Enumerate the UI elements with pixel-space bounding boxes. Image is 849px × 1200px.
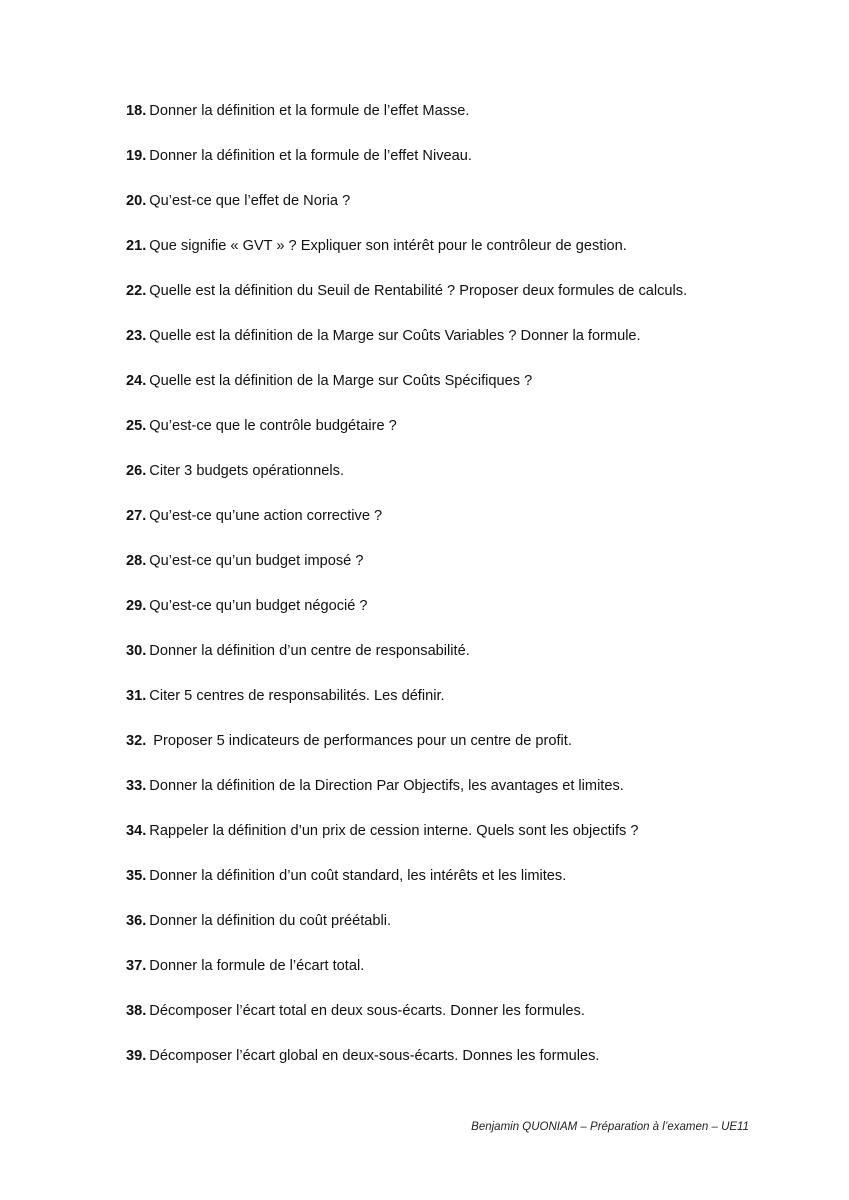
question-text: Donner la définition et la formule de l’effet Masse. — [149, 103, 470, 119]
question-item — [126, 684, 826, 729]
question-number: 38. — [126, 1003, 147, 1019]
question-text: Donner la définition de la Direction Par Objectifs, les avantages et limites. — [149, 778, 624, 794]
question-item — [126, 549, 826, 594]
question-item — [126, 324, 826, 369]
question-number: 37. — [126, 958, 147, 974]
question-number: 29. — [126, 598, 147, 614]
question-text: Qu’est-ce qu’une action corrective ? — [149, 508, 383, 524]
question-list — [126, 99, 826, 1089]
question-text: Décomposer l’écart global en deux-sous-écarts. Donnes les formules. — [149, 1048, 600, 1064]
question-item — [126, 774, 826, 819]
question-item — [126, 99, 826, 144]
question-number: 21. — [126, 238, 147, 254]
question-number: 35. — [126, 868, 147, 884]
question-text: Qu’est-ce qu’un budget négocié ? — [149, 598, 368, 614]
question-item — [126, 864, 826, 909]
question-number: 34. — [126, 823, 147, 839]
question-text: Donner la définition et la formule de l’effet Niveau. — [149, 148, 472, 164]
question-text: Qu’est-ce qu’un budget imposé ? — [149, 553, 364, 569]
question-number: 27. — [126, 508, 147, 524]
question-text: Citer 5 centres de responsabilités. Les définir. — [149, 688, 445, 704]
question-text: Quelle est la définition de la Marge sur Coûts Variables ? Donner la formule. — [149, 328, 641, 344]
question-item — [126, 594, 826, 639]
question-text: Quelle est la définition de la Marge sur Coûts Spécifiques ? — [149, 373, 533, 389]
question-number: 22. — [126, 283, 147, 299]
question-item — [126, 459, 826, 504]
question-number: 33. — [126, 778, 147, 794]
question-number: 24. — [126, 373, 147, 389]
question-text: Qu’est-ce que l’effet de Noria ? — [149, 193, 351, 209]
question-item — [126, 504, 826, 549]
question-text: Rappeler la définition d’un prix de cession interne. Quels sont les objectifs ? — [149, 823, 639, 839]
question-number: 36. — [126, 913, 147, 929]
question-item — [126, 729, 826, 774]
question-item — [126, 639, 826, 684]
question-text: Donner la définition d’un coût standard, les intérêts et les limites. — [149, 868, 567, 884]
question-item — [126, 234, 826, 279]
question-number: 18. — [126, 103, 147, 119]
question-item — [126, 279, 826, 324]
question-item — [126, 144, 826, 189]
question-text: Proposer 5 indicateurs de performances pour un centre de profit. — [153, 733, 572, 749]
question-number: 23. — [126, 328, 147, 344]
question-number: 19. — [126, 148, 147, 164]
question-text: Donner la définition du coût préétabli. — [149, 913, 392, 929]
question-text: Donner la définition d’un centre de responsabilité. — [149, 643, 470, 659]
question-number: 30. — [126, 643, 147, 659]
question-number: 26. — [126, 463, 147, 479]
question-text: Citer 3 budgets opérationnels. — [149, 463, 345, 479]
question-text: Que signifie « GVT » ? Expliquer son intérêt pour le contrôleur de gestion. — [149, 238, 627, 254]
question-item — [126, 1044, 826, 1089]
question-text: Décomposer l’écart total en deux sous-écarts. Donner les formules. — [149, 1003, 585, 1019]
question-item — [126, 369, 826, 414]
question-number: 28. — [126, 553, 147, 569]
question-text: Quelle est la définition du Seuil de Rentabilité ? Proposer deux formules de calculs. — [149, 283, 688, 299]
question-number: 31. — [126, 688, 147, 704]
question-text: Donner la formule de l’écart total. — [149, 958, 365, 974]
question-item — [126, 909, 826, 954]
question-item — [126, 954, 826, 999]
question-number: 32. — [126, 733, 147, 749]
question-number: 25. — [126, 418, 147, 434]
question-item — [126, 999, 826, 1044]
question-item — [126, 414, 826, 459]
question-item — [126, 819, 826, 864]
question-number: 39. — [126, 1048, 147, 1064]
page-footer: Benjamin QUONIAM – Préparation à l’examen – UE11 — [471, 1121, 749, 1133]
question-item — [126, 189, 826, 234]
question-number: 20. — [126, 193, 147, 209]
question-text: Qu’est-ce que le contrôle budgétaire ? — [149, 418, 397, 434]
